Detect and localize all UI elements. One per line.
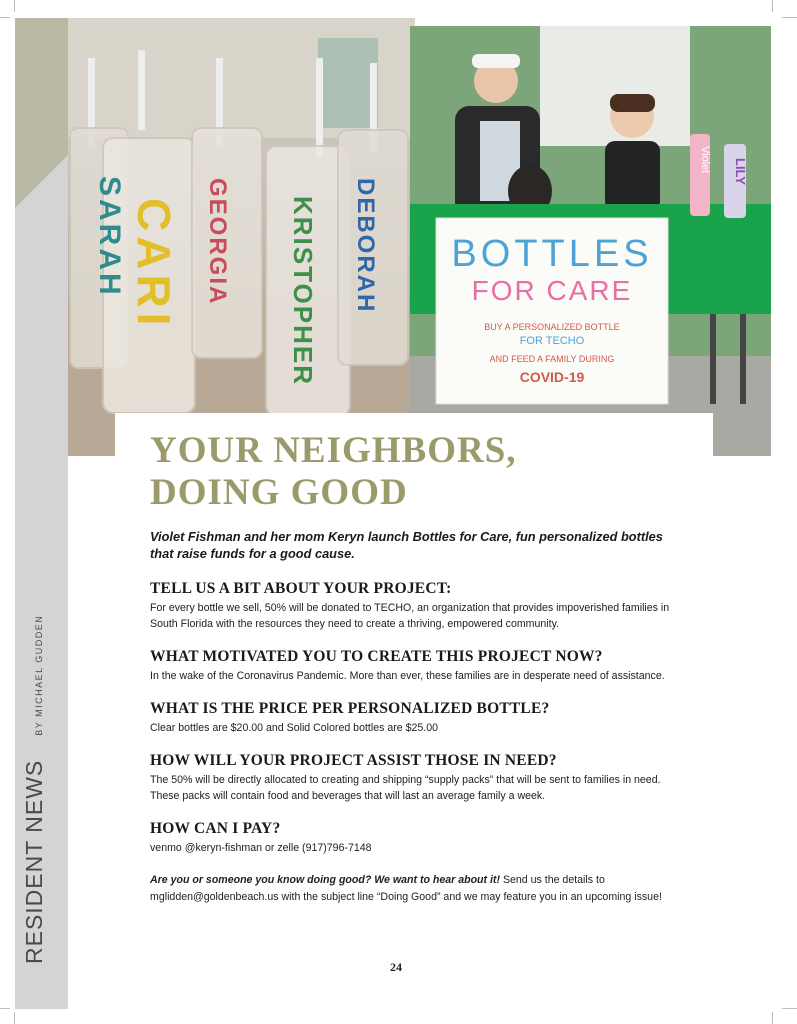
name-kristopher: KRISTOPHER: [288, 196, 318, 386]
name-deborah: DEBORAH: [352, 178, 379, 314]
question-1: TELL US A BIT ABOUT YOUR PROJECT:: [150, 580, 452, 597]
crop-mark: [782, 1008, 797, 1009]
stand-illustration: [410, 26, 771, 456]
closing-callout: Are you or someone you know doing good? We want to hear about it!: [150, 874, 500, 886]
crop-mark: [14, 1012, 15, 1024]
name-georgia: GEORGIA: [204, 178, 231, 306]
article-intro: Violet Fishman and her mom Keryn launch Bottles for Care, fun personalized bottles that raise funds for a good cause.: [150, 529, 663, 561]
name-sarah: SARAH: [93, 176, 126, 298]
title-line-2: DOING GOOD: [150, 472, 408, 513]
crop-mark: [0, 1008, 10, 1009]
answer-2: In the wake of the Coronavirus Pandemic. More than ever, these families are in desperate need of assistance.: [150, 670, 665, 682]
question-3: WHAT IS THE PRICE PER PERSONALIZED BOTTLE?: [150, 700, 550, 717]
answer-4: The 50% will be directly allocated to creating and shipping “supply packs” that will be sent to families in need. These packs will contain food and beverages that will last an average family a week.: [150, 774, 661, 802]
answer-1: For every bottle we sell, 50% will be donated to TECHO, an organization that provides impoverished families in South Florida with the resources they need to create a thriving, empowered community.: [150, 602, 670, 630]
article-body: [150, 528, 674, 917]
sign-title-1: BOTTLES: [451, 233, 653, 275]
tumblers-photo: [68, 18, 415, 456]
page-number: 24: [390, 960, 402, 974]
tumblers-illustration: [68, 18, 415, 456]
sign-line-1: BUY A PERSONALIZED BOTTLE: [484, 322, 620, 332]
answer-5: venmo @keryn-fishman or zelle (917)796-7148: [150, 842, 372, 854]
crop-mark: [782, 17, 797, 18]
question-4: HOW WILL YOUR PROJECT ASSIST THOSE IN NEED?: [150, 752, 557, 769]
bottles-stand-photo: [410, 26, 771, 456]
sign-title-2: FOR CARE: [471, 275, 633, 306]
name-cari: CARI: [128, 198, 180, 331]
crop-mark: [0, 17, 10, 18]
sign-line-4: COVID-19: [519, 369, 585, 385]
question-5: HOW CAN I PAY?: [150, 820, 281, 837]
section-label: [21, 615, 48, 964]
section-title: RESIDENT NEWS: [21, 759, 47, 964]
byline: BY MICHAEL GUDDEN: [34, 614, 44, 736]
question-2: WHAT MOTIVATED YOU TO CREATE THIS PROJECT NOW?: [150, 648, 603, 665]
crop-mark: [14, 0, 15, 12]
crop-mark: [772, 1012, 773, 1024]
sign-line-2: FOR TECHO: [519, 335, 585, 347]
article-title: [150, 430, 710, 514]
bottle-lily-label: LILY: [733, 158, 748, 185]
crop-mark: [772, 0, 773, 12]
sign-line-3: AND FEED A FAMILY DURING: [489, 354, 615, 364]
title-line-1: YOUR NEIGHBORS,: [150, 430, 517, 471]
closing-details: Send us the details to mglidden@goldenbeach.us with the subject line “Doing Good” and we may feature you in an upcoming issue!: [150, 874, 662, 903]
closing-paragraph: [150, 872, 674, 906]
answer-3: Clear bottles are $20.00 and Solid Colored bottles are $25.00: [150, 722, 438, 734]
bottle-violet-label: Violet: [699, 146, 711, 174]
